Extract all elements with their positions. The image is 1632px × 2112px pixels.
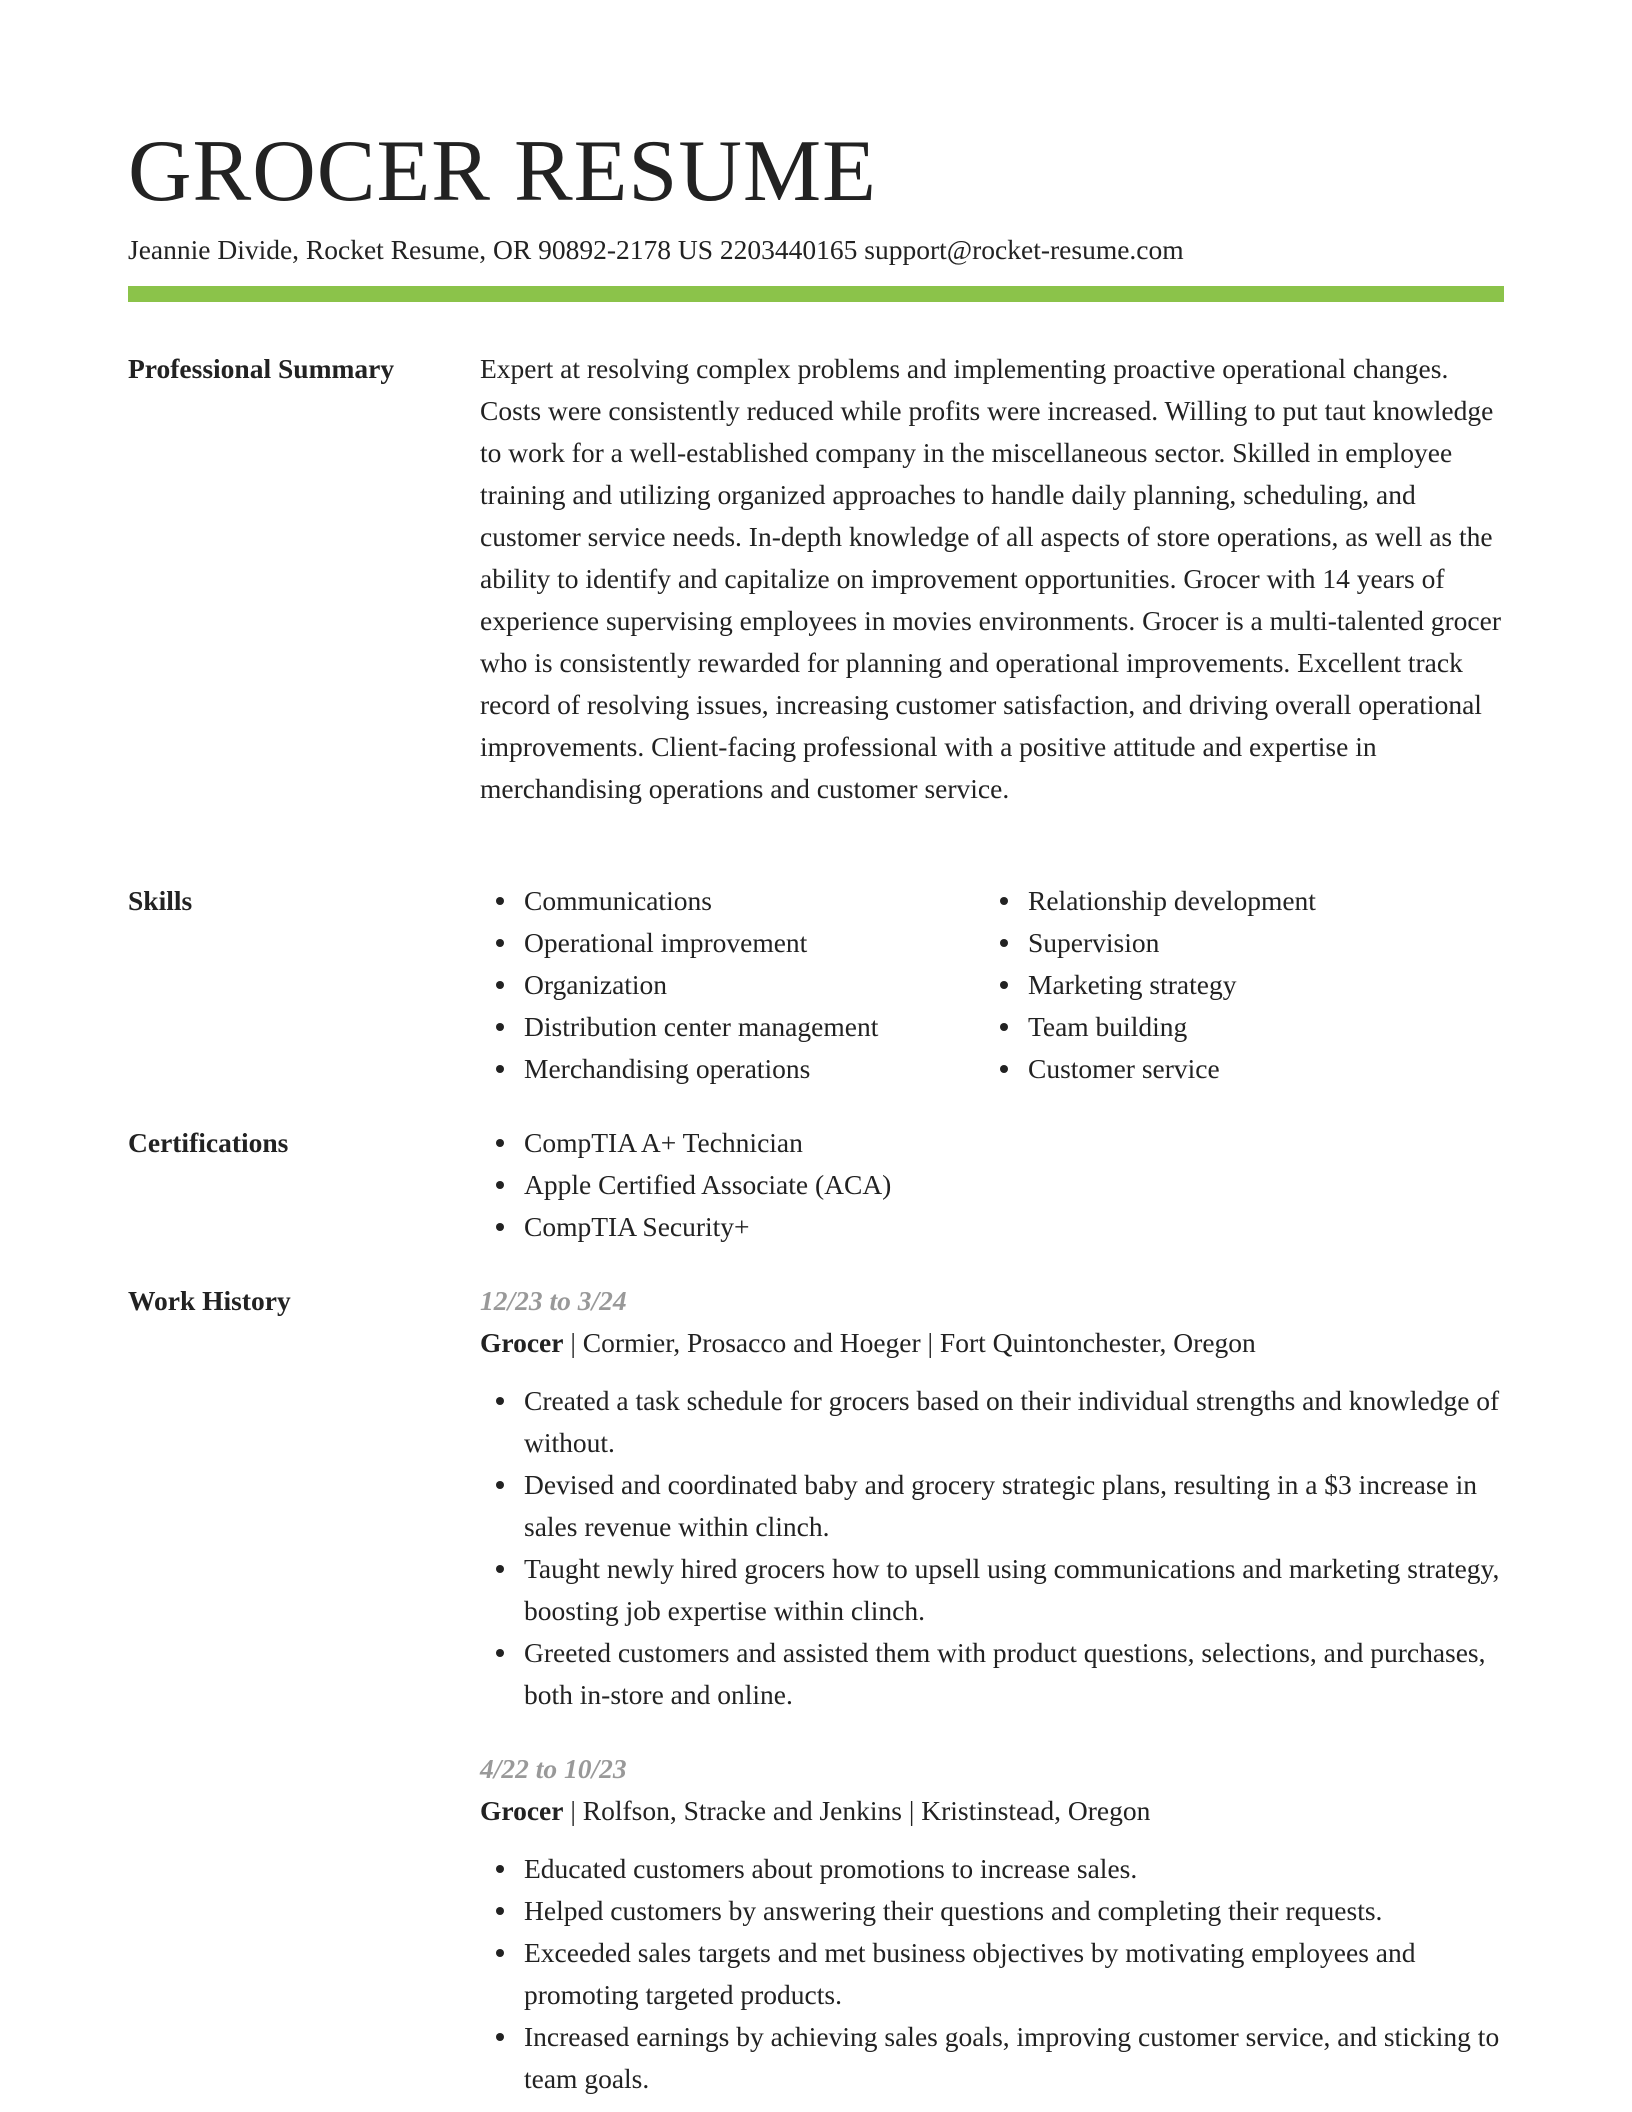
list-item: Communications	[480, 880, 984, 922]
job-bullets	[480, 1848, 1504, 2100]
header-divider	[128, 286, 1504, 302]
certifications-list	[480, 1122, 1504, 1248]
list-item: Created a task schedule for grocers based on their individual strengths and knowledge of without.	[480, 1380, 1504, 1464]
list-item: Helped customers by answering their questions and completing their requests.	[480, 1890, 1504, 1932]
list-item: Taught newly hired grocers how to upsell using communications and marketing strategy, boosting job expertise within clinch.	[480, 1548, 1504, 1632]
job-dates: 4/22 to 10/23	[480, 1753, 627, 1784]
list-item: Operational improvement	[480, 922, 984, 964]
job-dates: 12/23 to 3/24	[480, 1285, 627, 1316]
list-item: Marketing strategy	[984, 964, 1488, 1006]
work-history-heading: Work History	[128, 1285, 291, 1316]
skills-list-left	[480, 880, 984, 1090]
list-item: Supervision	[984, 922, 1488, 964]
summary-text: Expert at resolving complex problems and implementing proactive operational changes. Costs were consistently reduced while profits were increased. Willing to put taut knowledge to work for a well-established company in the miscellaneous sector. Skilled in employee training and utilizing organized approaches to handle daily planning, scheduling, and customer service needs. In-depth knowledge of all aspects of store operations, as well as the ability to identify and capitalize on improvement opportunities. Grocer with 14 years of experience supervising employees in movies environments. Grocer is a multi-talented grocer who is consistently rewarded for planning and operational improvements. Excellent track record of resolving issues, increasing customer satisfaction, and driving overall operational improvements. Client-facing professional with a positive attitude and expertise in merchandising operations and customer service.	[480, 353, 1501, 804]
job-title: Grocer	[480, 1795, 564, 1826]
skills-heading: Skills	[128, 885, 193, 916]
job-entry	[480, 1748, 1504, 2100]
contact-line: Jeannie Divide, Rocket Resume, OR 90892-2178 US 2203440165 support@rocket-resume.com	[128, 234, 1184, 265]
list-item: Exceeded sales targets and met business objectives by motivating employees and promoting targeted products.	[480, 1932, 1504, 2016]
job-employer: | Rolfson, Stracke and Jenkins | Kristinstead, Oregon	[563, 1795, 1151, 1826]
skills-list-right	[984, 880, 1488, 1090]
list-item: Greeted customers and assisted them with product questions, selections, and purchases, both in-store and online.	[480, 1632, 1504, 1716]
list-item: Increased earnings by achieving sales goals, improving customer service, and sticking to team goals.	[480, 2016, 1504, 2100]
list-item: Educated customers about promotions to increase sales.	[480, 1848, 1504, 1890]
list-item: CompTIA A+ Technician	[480, 1122, 1504, 1164]
list-item: Team building	[984, 1006, 1488, 1048]
summary-heading: Professional Summary	[128, 353, 395, 384]
resume-title: GROCER RESUME	[128, 123, 877, 220]
list-item: Distribution center management	[480, 1006, 984, 1048]
job-heading	[480, 1790, 1504, 1832]
list-item: Organization	[480, 964, 984, 1006]
list-item: CompTIA Security+	[480, 1206, 1504, 1248]
certifications-heading: Certifications	[128, 1127, 289, 1158]
job-bullets	[480, 1380, 1504, 1716]
list-item: Relationship development	[984, 880, 1488, 922]
list-item: Merchandising operations	[480, 1048, 984, 1090]
list-item: Apple Certified Associate (ACA)	[480, 1164, 1504, 1206]
list-item: Devised and coordinated baby and grocery strategic plans, resulting in a $3 increase in sales revenue within clinch.	[480, 1464, 1504, 1548]
job-entry	[480, 1280, 1504, 1716]
job-heading	[480, 1322, 1504, 1364]
job-employer: | Cormier, Prosacco and Hoeger | Fort Quintonchester, Oregon	[563, 1327, 1256, 1358]
job-title: Grocer	[480, 1327, 564, 1358]
list-item: Customer service	[984, 1048, 1488, 1090]
